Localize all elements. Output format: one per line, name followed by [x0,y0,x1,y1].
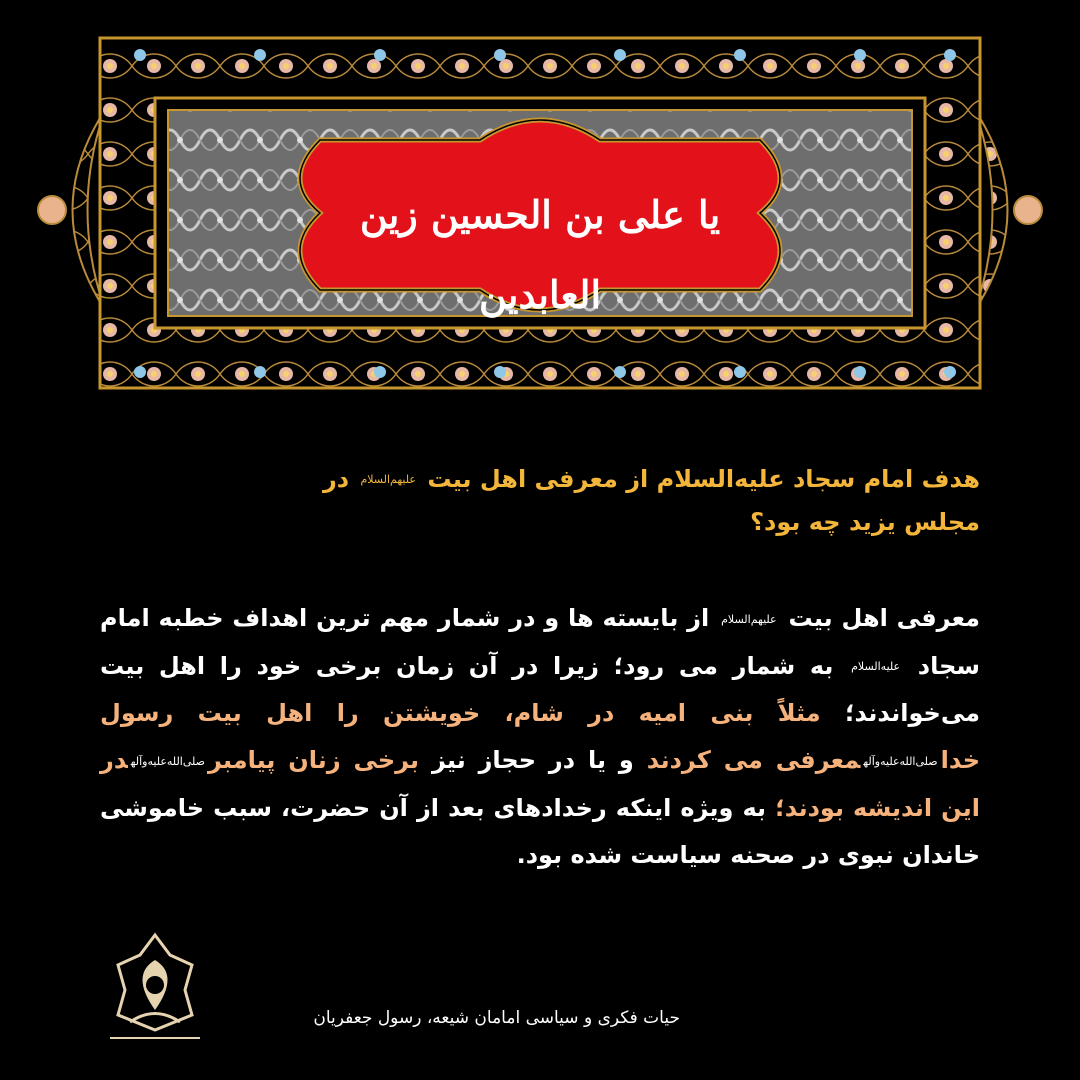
highlighted-text: معرفی می کردند [646,746,861,774]
body-text: و یا در حجاز نیز [431,746,634,774]
body-text: به شمار می رود؛ زیرا در آن زمان برخی خود را اهل بیت می‌خواندند؛ [100,651,980,727]
heading-line1: هدف امام سجاد علیه‌السلام از معرفی اهل بیت [427,465,980,493]
heading-line1-end: در [322,465,350,493]
honorific: علیهم‌السلام [721,612,777,626]
body-text: معرفی اهل بیت [788,604,981,632]
honorific: علیهم‌السلام [360,473,416,486]
body-text: از بایسته ها و در شمار مهم ترین اهداف خطبه امام سجاد [100,604,980,680]
institute-logo [100,930,210,1045]
honorific: علیه‌السلام [851,660,901,673]
honorific: صلی‌الله‌علیه‌وآله [130,754,205,768]
heading-line2: مجلس یزید چه بود؟ [750,508,980,536]
banner-calligraphy: یا علی بن الحسین زین العابدین [359,192,721,317]
highlighted-text: در این اندیشه بودند؛ [100,746,981,822]
highlighted-text: برخی زنان پیامبر [208,746,420,774]
honorific: صلی‌الله‌علیه‌وآله [863,754,938,768]
body-text: به ویژه اینکه رخدادهای بعد از آن حضرت، سبب خاموشی خاندان نبوی در صحنه سیاست شده بود. [100,793,980,869]
answer-paragraph [100,595,980,879]
question-heading [100,458,980,543]
highlighted-text: مثلاً بنی امیه در شام، خویشتن را اهل بیت رسول خدا [100,699,981,774]
source-citation: حیات فکری و سیاسی امامان شیعه، رسول جعفریان [313,1008,680,1028]
